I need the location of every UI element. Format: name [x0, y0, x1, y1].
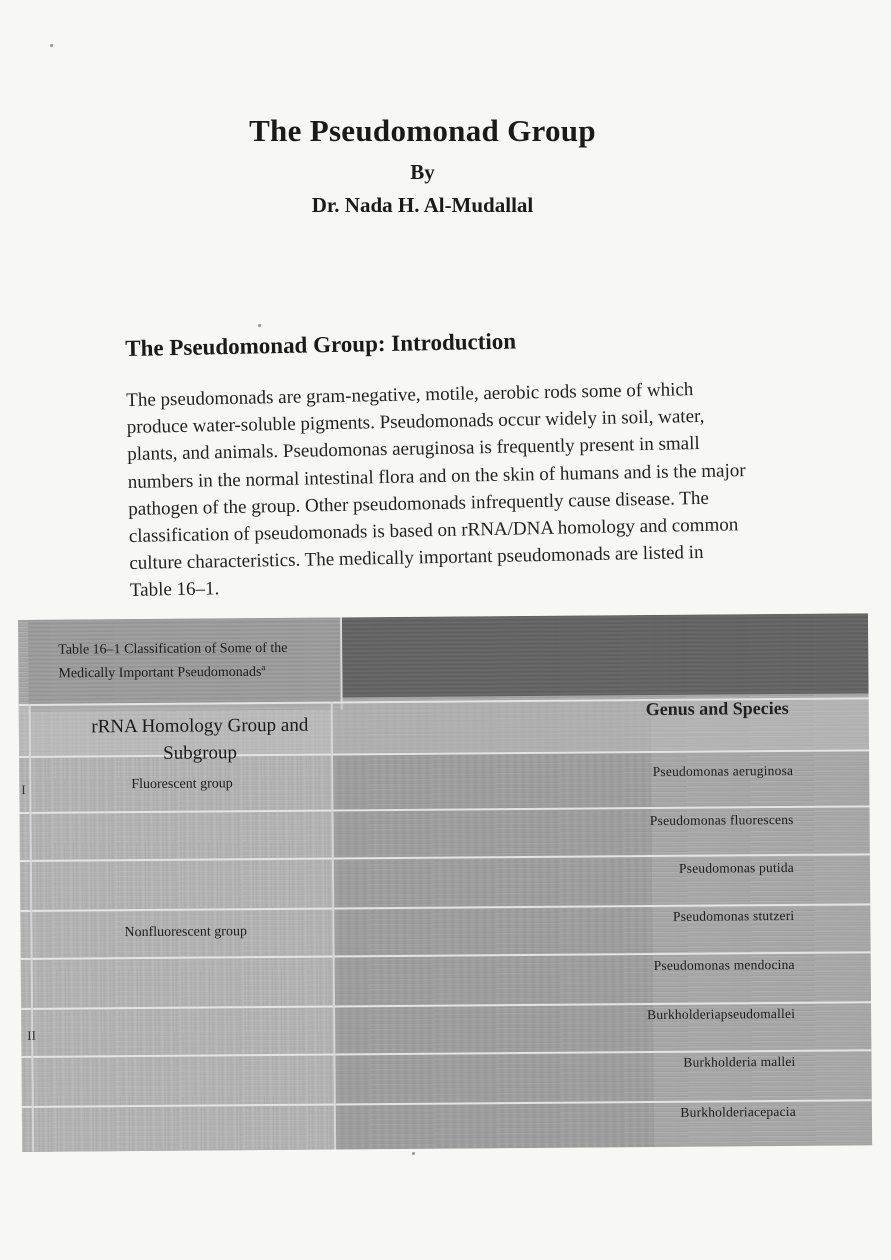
intro-paragraph: The pseudomonads are gram-negative, motile, aerobic rods some of which produce water-soluble pigments. Pseudomonads occur widely in soil, water, plants, and animals. Pseudomonas aeruginosa is frequently present in small numbers in the normal intestinal flora and on the skin of humans and is the major pathogen of the group. Other pseudomonads infrequently cause disease. The classification of pseudomonads is based on rRNA/DNA homology and common culture characteristics. The medically important pseudomonads are listed in Table 16–1. — [126, 379, 746, 602]
species-name: Pseudomonas mendocina — [653, 956, 795, 974]
species-name: Pseudomonas stutzeri — [672, 907, 795, 924]
table-caption-footnote-mark: a — [261, 662, 266, 673]
species-name: Burkholderiacepacia — [680, 1103, 796, 1120]
subgroup-label: Nonfluorescent group — [124, 924, 247, 941]
scan-speck — [412, 1152, 415, 1155]
table-header-species: Genus and Species — [645, 697, 789, 720]
species-name: Pseudomonas aeruginosa — [652, 762, 794, 780]
scan-speck — [50, 44, 53, 47]
table-caption-dark-band — [342, 613, 869, 697]
scan-speck — [258, 324, 261, 327]
classification-table — [18, 613, 872, 1152]
species-name: Burkholderia mallei — [683, 1053, 796, 1070]
table-caption-cell — [28, 617, 343, 711]
species-name: Burkholderiapseudomallei — [647, 1005, 796, 1023]
species-name: Pseudomonas fluorescens — [649, 811, 794, 829]
document-title: The Pseudomonad Group — [249, 113, 596, 148]
byline: By — [410, 160, 435, 184]
intro-section — [125, 324, 750, 604]
table-header-subgroup: rRNA Homology Group and Subgroup — [91, 714, 309, 764]
species-name: Pseudomonas putida — [678, 859, 795, 876]
rrna-group-label: II — [27, 1027, 36, 1043]
rrna-group-label: I — [21, 781, 26, 797]
table-caption-text: Table 16–1 Classification of Some of the Medically Important Pseudomonads — [58, 640, 288, 682]
table-caption — [58, 640, 326, 684]
subgroup-label: Fluorescent group — [131, 776, 233, 793]
author-name: Dr. Nada H. Al-Mudallal — [311, 193, 534, 217]
intro-heading: The Pseudomonad Group: Introduction — [125, 328, 517, 361]
